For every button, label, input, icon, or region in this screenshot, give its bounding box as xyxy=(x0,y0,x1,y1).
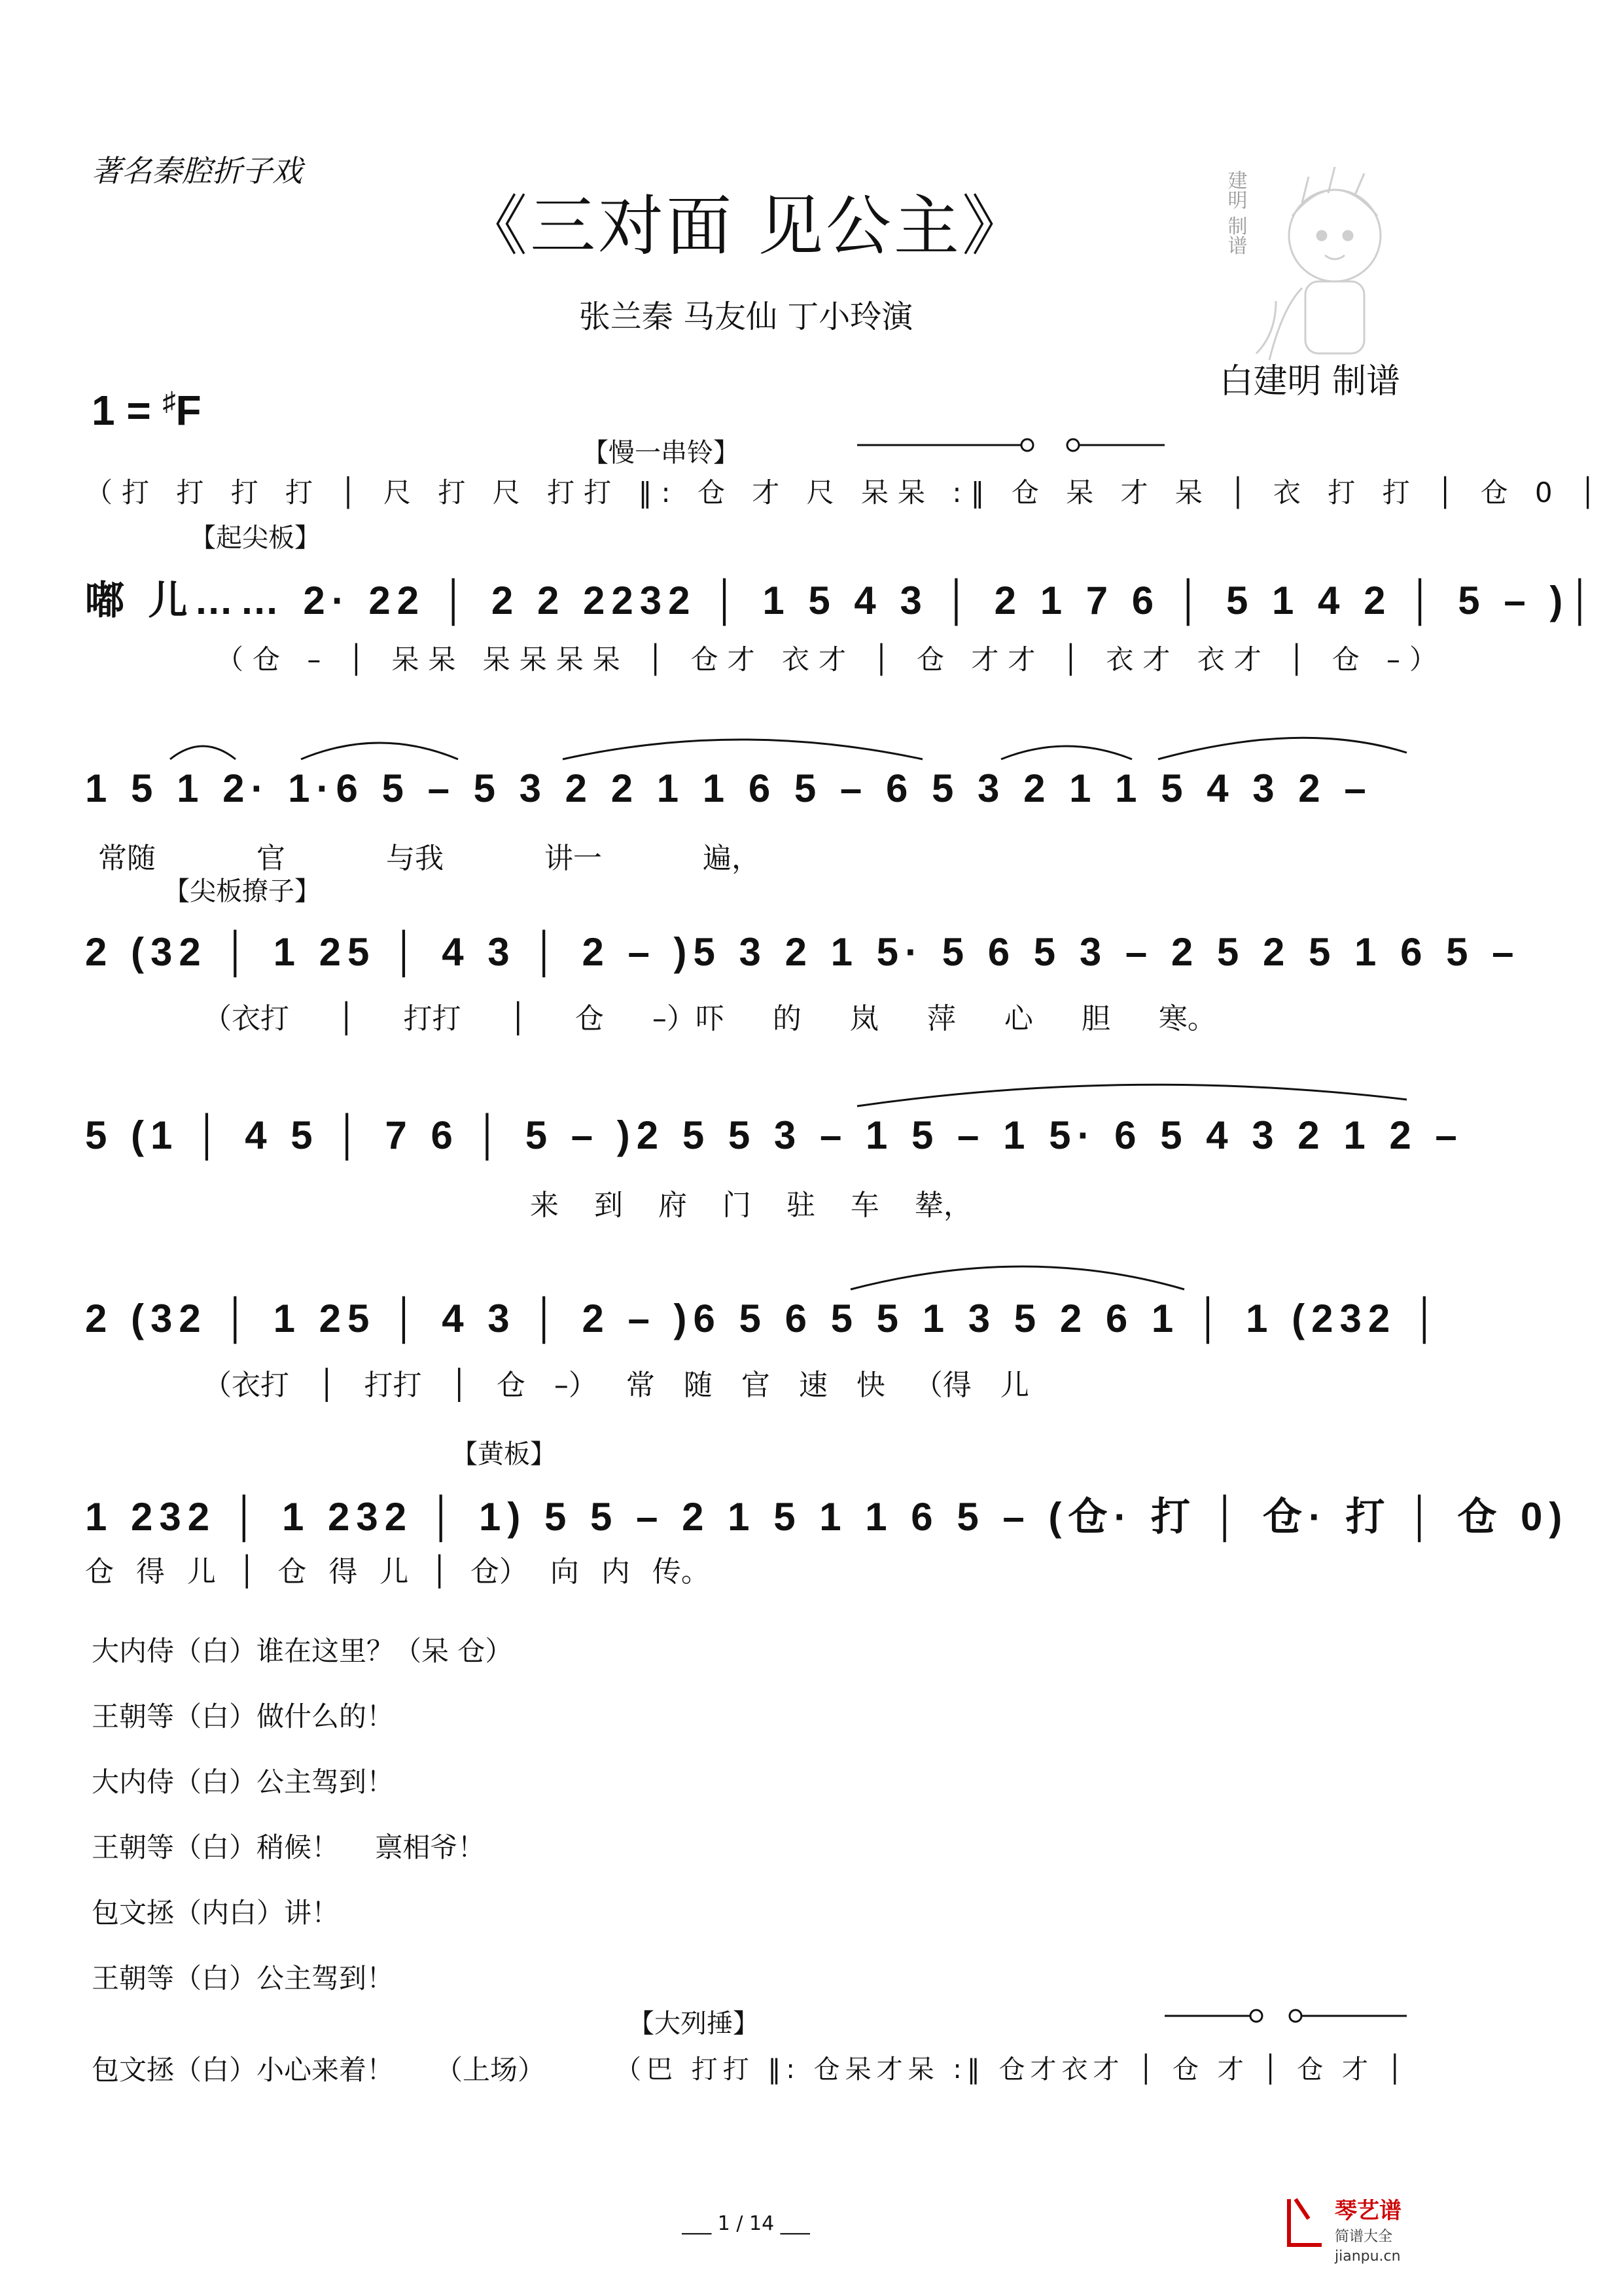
section-label-da-lie-chui: 【大列捶】 xyxy=(628,2009,759,2039)
piano-icon xyxy=(1282,2193,1328,2251)
dialogue-line-3: 大内侍（白）公主驾到！ xyxy=(92,1766,395,1798)
melody-line-2: 嘟 儿…… 2· 22 │ 2 2 2232 │ 1 5 4 3 │ 2 1 7 6 │ 5 1 4 2 │ 5 – )│ xyxy=(85,579,1600,622)
logo-brand: 琴艺谱 xyxy=(1335,2198,1402,2224)
dialogue-line-4: 王朝等（白）稍候！ 禀相爷！ xyxy=(92,1831,485,1863)
percussion-line-1: （打 打 打 打 │ 尺 打 尺 打打 ‖: 仓 才 尺 呆呆 :‖ 仓 呆 才 呆 │ 衣 打 打 │ 仓 0 │ xyxy=(85,476,1605,509)
lyric-line-5: 来 到 府 门 驻 车 辇， xyxy=(530,1189,972,1222)
page-number: ___ 1 / 14 ___ xyxy=(682,2212,810,2235)
section-label-jian-ban-liao-zi: 【尖板撩子】 xyxy=(164,876,321,906)
seal-text: 建明 制谱 xyxy=(1224,170,1247,255)
percussion-line-final: （巴 打打 ‖: 仓呆才呆 :‖ 仓才衣才 │ 仓 才 │ 仓 才 │ xyxy=(615,2054,1408,2085)
key-note: F xyxy=(175,387,202,434)
slur-marks-3 xyxy=(85,726,1407,766)
lyric-line-4: （衣打 │ 打打 │ 仓 –）吓 的 岚 萍 心 胆 寒。 xyxy=(203,1002,1216,1035)
tie-marks-final xyxy=(1158,2003,1420,2029)
lyric-line-3: 常随 官 与我 讲一 遍， xyxy=(98,842,760,875)
melody-line-5: 5 (1 │ 4 5 │ 7 6 │ 5 – )2 5 5 3 – 1 5 – 1 5· 6 5 4 3 2 1 2 – xyxy=(85,1113,1464,1157)
logo-url: jianpu.cn xyxy=(1335,2248,1401,2265)
key-signature xyxy=(92,386,202,435)
section-label-man-yi-chuan-ling: 【慢一串铃】 xyxy=(582,438,739,468)
melody-line-4: 2 (32 │ 1 25 │ 4 3 │ 2 – )5 3 2 1 5· 5 6 5 3 – 2 5 2 5 1 6 5 – xyxy=(85,930,1521,974)
tie-marks xyxy=(851,432,1178,458)
genre-label: 著名秦腔折子戏 xyxy=(92,153,302,188)
melody-line-3: 1 5 1 2· 1·6 5 – 5 3 2 2 1 1 6 5 – 6 5 3 2 1 1 5 4 3 2 – xyxy=(85,766,1373,810)
dialogue-line-1: 大内侍（白）谁在这里？（呆 仓） xyxy=(92,1635,513,1667)
dialogue-line-6: 王朝等（白）公主驾到！ xyxy=(92,1962,395,1994)
dialogue-line-5: 包文拯（内白）讲！ xyxy=(92,1897,340,1929)
melody-line-6: 2 (32 │ 1 25 │ 4 3 │ 2 – )6 5 6 5 5 1 3 5 2 6 1 │ 1 (232 │ xyxy=(85,1297,1445,1340)
melody-line-7: 1 232 │ 1 232 │ 1) 5 5 – 2 1 5 1 1 6 5 – (仓· 打 │ 仓· 打 │ 仓 0) xyxy=(85,1495,1569,1539)
percussion-line-2: （仓 – │ 呆呆 呆呆呆呆 │ 仓才 衣才 │ 仓 才才 │ 衣才 衣才 │ 仓 –） xyxy=(216,643,1447,675)
slur-marks-6 xyxy=(85,1244,1407,1296)
dialogue-line-2: 王朝等（白）做什么的！ xyxy=(92,1700,395,1732)
site-logo xyxy=(1282,2186,1479,2284)
opera-character-seal xyxy=(1224,137,1400,380)
section-label-huang-ban: 【黄板】 xyxy=(451,1439,556,1469)
arranger-credit: 白建明 制谱 xyxy=(1219,362,1400,401)
dialogue-line-7: 包文拯（白）小心来着！ （上场） xyxy=(92,2054,546,2086)
performers-line: 张兰秦 马友仙 丁小玲演 xyxy=(578,298,913,335)
section-label-qi-jian-ban: 【起尖板】 xyxy=(190,523,321,553)
key-prefix: 1 = xyxy=(92,387,163,434)
slur-marks-5 xyxy=(85,1073,1407,1113)
key-sharp: ♯ xyxy=(162,387,176,416)
lyric-line-6: （衣打 │ 打打 │ 仓 –） 常 随 官 速 快 （得 儿 xyxy=(203,1369,1029,1402)
page-title: 《三对面 见公主》 xyxy=(462,188,1030,264)
logo-subtitle: 简谱大全 xyxy=(1335,2229,1393,2245)
lyric-line-7: 仓 得 儿 │ 仓 得 儿 │ 仓） 向 内 传。 xyxy=(85,1555,710,1588)
